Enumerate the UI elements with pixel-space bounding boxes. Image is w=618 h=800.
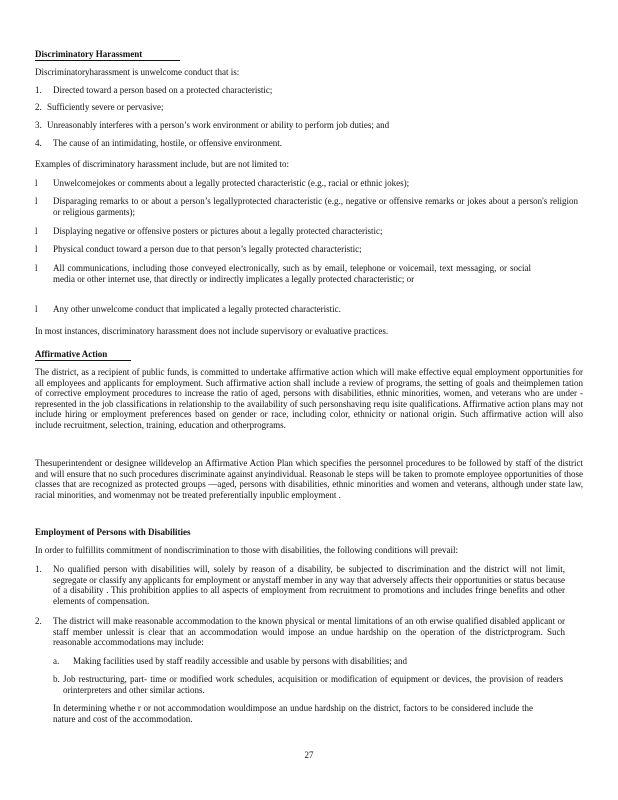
discrim-item: The cause of an intimidating, hostile, or offensive environment. bbox=[53, 138, 283, 148]
subitem-letter: b. bbox=[53, 674, 60, 684]
employment-item-number: 2. bbox=[35, 616, 42, 626]
employment-item: No qualified person with disabilities will, solely by reason of a disability, be subjected to discrimination and the district will not limit, segregate or classify any applicants for employment or anystaff member in any way that adversely affects their opportunities or status because of a disability . This prohibition applies to all aspects of employment from recruitment to promotions and includes fringe benefits and other elements of compensation. bbox=[53, 564, 565, 606]
discrim-closing: In most instances, discriminatory harassment does not include supervisory or evaluative practices. bbox=[35, 326, 389, 336]
discrim-item-number: 4. bbox=[35, 138, 42, 148]
example-bullet: Disparaging remarks to or about a person’s legallyprotected characteristic (e.g., negative or offensive remarks or jokes about a person's religion or religious garments); bbox=[53, 196, 578, 217]
bullet-marker: l bbox=[35, 244, 38, 254]
affirmative-action-paragraph: The district, as a recipient of public funds, is committed to undertake affirmative action which will make effective equal employment opportunities for all employees and applicants for employment. Such affirmative action shall include a review of programs, the setting of goals and theimplemen tation of corrective employment procedures to increase the ratio of aged, persons with disabilities, ethnic minorities, women, and veterans who are under -represented in the job classifications in relationship to the availability of such personshaving requ isite qualifications. Affirmative action plans may not include hiring or employment preferences based on gender or race, including color, ethnicity or national origin. Such affirmative action will also include recruitment, selection, training, education and otherprograms. bbox=[35, 367, 583, 430]
discrim-item: Unreasonably interferes with a person’s work environment or ability to perform job duties; and bbox=[47, 120, 390, 130]
example-bullet: Physical conduct toward a person due to that person’s legally protected characteristic; bbox=[53, 244, 362, 254]
discrim-item-number: 1. bbox=[35, 85, 42, 95]
discrim-intro: Discriminatoryharassment is unwelcome conduct that is: bbox=[35, 67, 240, 77]
section-heading-affirmative-action: Affirmative Action bbox=[35, 349, 131, 361]
subitem-letter: a. bbox=[53, 656, 60, 666]
bullet-marker: l bbox=[35, 178, 38, 188]
bullet-marker: l bbox=[35, 263, 38, 273]
section-heading-employment-disabilities: Employment of Persons with Disabilities bbox=[35, 527, 191, 537]
page-number: 27 bbox=[304, 750, 314, 760]
example-bullet: Displaying negative or offensive posters or pictures about a legally protected characteristic; bbox=[53, 226, 383, 236]
bullet-marker: l bbox=[35, 226, 38, 236]
example-bullet: Any other unwelcome conduct that implicated a legally protected characteristic. bbox=[53, 304, 341, 314]
bullet-marker: l bbox=[35, 196, 38, 206]
example-bullet: All communications, including those conveyed electronically, such as by email, telephone or voicemail, text messaging, or social media or other internet use, that directly or indirectly implicates a legally protected characteristic; or bbox=[53, 263, 531, 284]
employment-closing: In determining whethe r or not accommodation wouldimpose an undue hardship on the district, factors to be considered include the nature and cost of the accommodation. bbox=[53, 703, 533, 724]
employment-subitem: Job restructuring, part- time or modified work schedules, acquisition or modification of equipment or devices, the provision of readers orinterpreters and other similar actions. bbox=[63, 674, 563, 695]
employment-subitem: Making facilities used by staff readily accessible and usable by persons with disabilities; and bbox=[73, 656, 408, 666]
employment-item: The district will make reasonable accommodation to the known physical or mental limitations of an oth erwise qualified disabled applicant or staff member unlessit is clear that an accommodation would impose an undue hardship on the operation of the districtprogram. Such reasonable accommodations may include: bbox=[53, 616, 565, 648]
example-bullet: Unwelcomejokes or comments about a legally protected characteristic (e.g., racial or ethnic jokes); bbox=[53, 178, 410, 188]
employment-intro: In order to fulfillits commitment of nondiscrimination to those with disabilities, the following conditions will prevail: bbox=[35, 545, 458, 555]
discrim-item-number: 3. bbox=[35, 120, 42, 130]
affirmative-action-plan-paragraph: Thesuperintendent or designee willdevelop an Affirmative Action Plan which specifies the personnel procedures to be followed by staff of the district and will ensure that no such procedures discriminate against anyindividual. Reasonab le steps will be taken to promote employee opportunities of those classes that are recognized as protected groups —aged, persons with disabilities, ethnic minorities and women and veterans, although under state law, racial minorities, and womenmay not be treated preferentially inpublic employment . bbox=[35, 458, 583, 500]
discrim-item: Sufficiently severe or pervasive; bbox=[47, 102, 164, 112]
examples-intro: Examples of discriminatory harassment include, but are not limited to: bbox=[35, 159, 289, 169]
bullet-marker: l bbox=[35, 304, 38, 314]
discrim-item: Directed toward a person based on a protected characteristic; bbox=[53, 85, 273, 95]
discrim-item-number: 2. bbox=[35, 102, 42, 112]
section-heading-discriminatory-harassment: Discriminatory Harassment bbox=[35, 49, 180, 61]
employment-item-number: 1. bbox=[35, 564, 42, 574]
